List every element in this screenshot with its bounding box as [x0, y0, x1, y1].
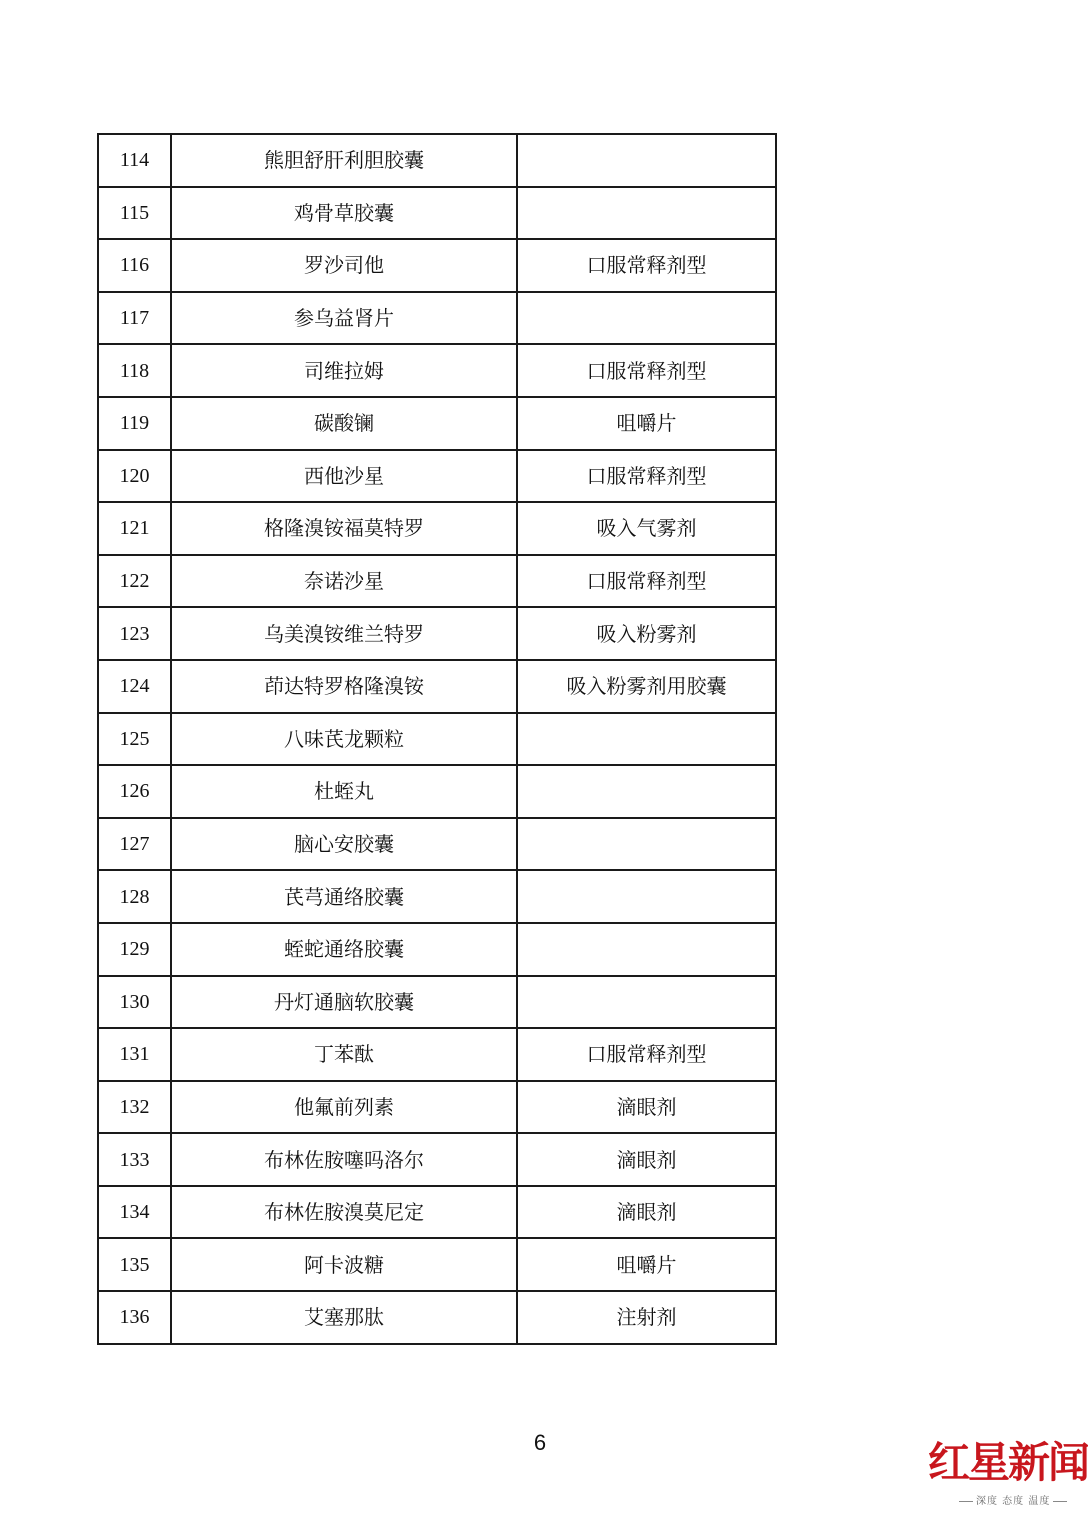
table-row [98, 134, 776, 187]
drug-name-cell: 丹灯通脑软胶囊 [171, 976, 517, 1029]
drug-name-cell: 参乌益肾片 [171, 292, 517, 345]
drug-name-cell: 阿卡波糖 [171, 1238, 517, 1291]
dosage-form-cell [517, 870, 776, 923]
drug-name-cell: 司维拉姆 [171, 344, 517, 397]
row-number-cell: 125 [98, 713, 171, 766]
dosage-form-cell: 口服常释剂型 [517, 239, 776, 292]
row-number-cell: 136 [98, 1291, 171, 1344]
drug-list-table [97, 133, 777, 1345]
drug-name-cell: 芪芎通络胶囊 [171, 870, 517, 923]
row-number-cell: 120 [98, 450, 171, 503]
drug-name-cell: 罗沙司他 [171, 239, 517, 292]
drug-name-cell: 八味芪龙颗粒 [171, 713, 517, 766]
table-row [98, 344, 776, 397]
dosage-form-cell [517, 292, 776, 345]
page-number: 6 [533, 1430, 547, 1455]
table-row [98, 239, 776, 292]
table-row [98, 187, 776, 240]
row-number-cell: 128 [98, 870, 171, 923]
row-number-cell: 130 [98, 976, 171, 1029]
drug-name-cell: 格隆溴铵福莫特罗 [171, 502, 517, 555]
table-row [98, 1028, 776, 1081]
drug-name-cell: 布林佐胺溴莫尼定 [171, 1186, 517, 1239]
dosage-form-cell [517, 923, 776, 976]
row-number-cell: 131 [98, 1028, 171, 1081]
drug-name-cell: 熊胆舒肝利胆胶囊 [171, 134, 517, 187]
table-row [98, 1133, 776, 1186]
row-number-cell: 133 [98, 1133, 171, 1186]
table-row [98, 660, 776, 713]
watermark-brand-part2: 新闻 [1008, 1438, 1088, 1487]
dosage-form-cell: 注射剂 [517, 1291, 776, 1344]
row-number-cell: 119 [98, 397, 171, 450]
row-number-cell: 126 [98, 765, 171, 818]
dosage-form-cell: 口服常释剂型 [517, 450, 776, 503]
row-number-cell: 129 [98, 923, 171, 976]
dosage-form-cell: 口服常释剂型 [517, 555, 776, 608]
dosage-form-cell: 口服常释剂型 [517, 1028, 776, 1081]
dosage-form-cell: 吸入气雾剂 [517, 502, 776, 555]
table-row [98, 397, 776, 450]
dosage-form-cell [517, 818, 776, 871]
table-row [98, 923, 776, 976]
dosage-form-cell [517, 713, 776, 766]
row-number-cell: 123 [98, 607, 171, 660]
drug-name-cell: 奈诺沙星 [171, 555, 517, 608]
table-row [98, 450, 776, 503]
table-row [98, 713, 776, 766]
dosage-form-cell: 滴眼剂 [517, 1133, 776, 1186]
dosage-form-cell: 滴眼剂 [517, 1186, 776, 1239]
drug-name-cell: 艾塞那肽 [171, 1291, 517, 1344]
row-number-cell: 117 [98, 292, 171, 345]
table-row [98, 870, 776, 923]
table-body [98, 134, 776, 1344]
table-row [98, 1291, 776, 1344]
dosage-form-cell: 咀嚼片 [517, 1238, 776, 1291]
dosage-form-cell: 吸入粉雾剂用胶囊 [517, 660, 776, 713]
drug-name-cell: 碳酸镧 [171, 397, 517, 450]
dosage-form-cell [517, 134, 776, 187]
row-number-cell: 127 [98, 818, 171, 871]
drug-name-cell: 他氟前列素 [171, 1081, 517, 1134]
table-row [98, 607, 776, 660]
drug-name-cell: 蛭蛇通络胶囊 [171, 923, 517, 976]
row-number-cell: 114 [98, 134, 171, 187]
drug-name-cell: 杜蛭丸 [171, 765, 517, 818]
dosage-form-cell: 咀嚼片 [517, 397, 776, 450]
table-row [98, 292, 776, 345]
dosage-form-cell [517, 976, 776, 1029]
dosage-form-cell: 滴眼剂 [517, 1081, 776, 1134]
drug-name-cell: 鸡骨草胶囊 [171, 187, 517, 240]
table-row [98, 818, 776, 871]
drug-name-cell: 乌美溴铵维兰特罗 [171, 607, 517, 660]
row-number-cell: 122 [98, 555, 171, 608]
table-row [98, 1186, 776, 1239]
row-number-cell: 116 [98, 239, 171, 292]
row-number-cell: 121 [98, 502, 171, 555]
row-number-cell: 132 [98, 1081, 171, 1134]
red-star-news-watermark [928, 1430, 1088, 1516]
table-row [98, 765, 776, 818]
row-number-cell: 134 [98, 1186, 171, 1239]
dosage-form-cell: 吸入粉雾剂 [517, 607, 776, 660]
drug-name-cell: 西他沙星 [171, 450, 517, 503]
drug-name-cell: 脑心安胶囊 [171, 818, 517, 871]
dosage-form-cell: 口服常释剂型 [517, 344, 776, 397]
watermark-brand-part1: 红星 [928, 1438, 1009, 1487]
table-row [98, 976, 776, 1029]
drug-name-cell: 布林佐胺噻吗洛尔 [171, 1133, 517, 1186]
table-row [98, 1238, 776, 1291]
table-row [98, 1081, 776, 1134]
row-number-cell: 124 [98, 660, 171, 713]
watermark-logo [928, 1430, 1088, 1490]
watermark-slogan: 深度 态度 温度 [956, 1492, 1070, 1507]
dosage-form-cell [517, 765, 776, 818]
table-row [98, 555, 776, 608]
dosage-form-cell [517, 187, 776, 240]
table-row [98, 502, 776, 555]
drug-name-cell: 丁苯酞 [171, 1028, 517, 1081]
drug-name-cell: 茚达特罗格隆溴铵 [171, 660, 517, 713]
row-number-cell: 135 [98, 1238, 171, 1291]
row-number-cell: 115 [98, 187, 171, 240]
row-number-cell: 118 [98, 344, 171, 397]
